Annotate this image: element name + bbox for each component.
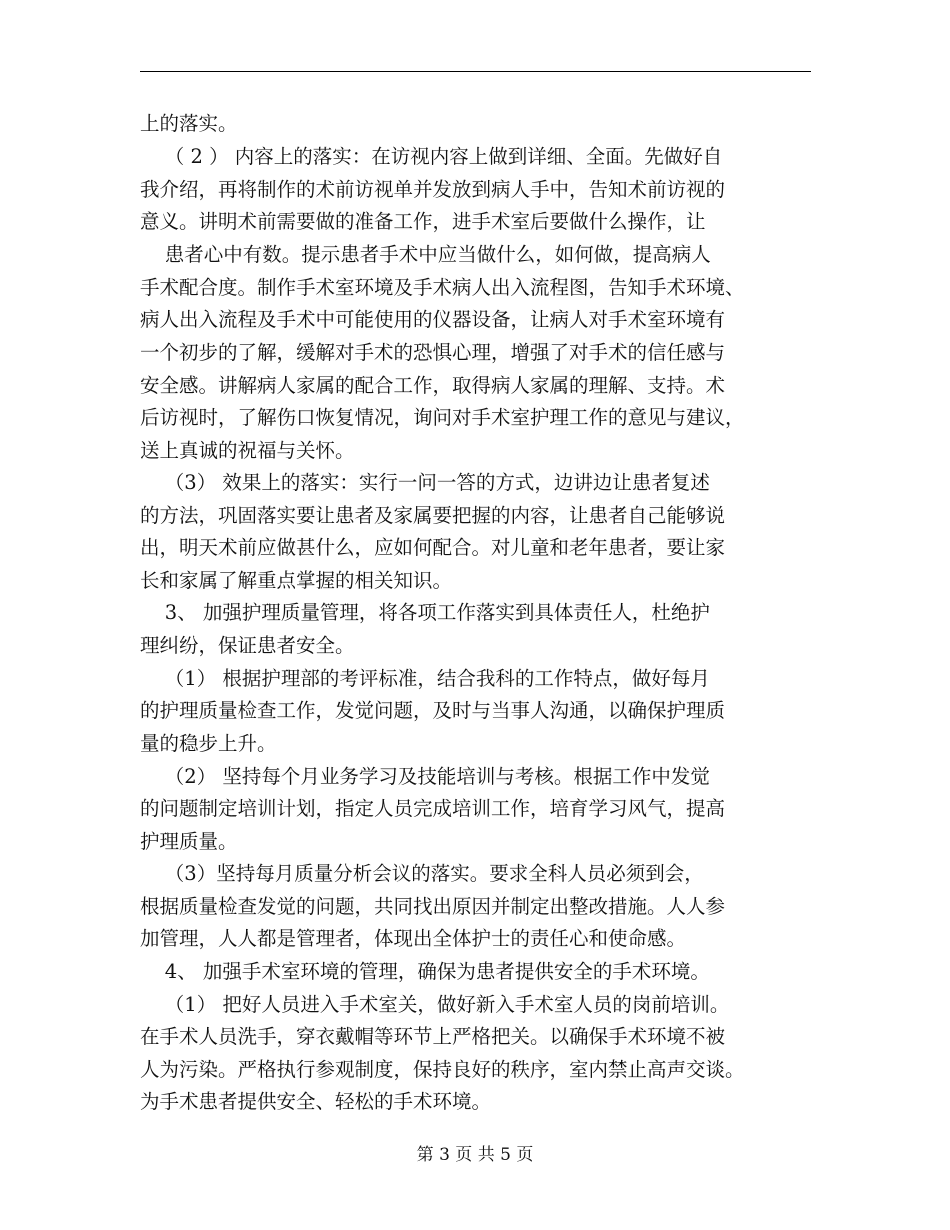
text-line: 后访视时，了解伤口恢复情况，询问对手术室护理工作的意见与建议， (140, 406, 745, 429)
text-line: 意义。讲明术前需要做的准备工作，进手术室后要做什么操作，让 (140, 210, 706, 233)
text-line: 一个初步的了解，缓解对手术的恐惧心理，增强了对手术的信任感与 (140, 341, 726, 364)
text-line: （2） 坚持每个月业务学习及技能培训与考核。根据工作中发觉 (140, 765, 710, 788)
text-line: 人为污染。严格执行参观制度，保持良好的秩序，室内禁止高声交谈。 (140, 1058, 745, 1081)
text-line: 的方法，巩固落实要让患者及家属要把握的内容，让患者自己能够说 (140, 504, 726, 527)
text-line: 4、 加强手术室环境的管理，确保为患者提供安全的手术环境。 (140, 960, 710, 983)
text-line: 在手术人员洗手，穿衣戴帽等环节上严格把关。以确保手术环境不被 (140, 1025, 726, 1048)
text-line: 的问题制定培训计划，指定人员完成培训工作，培育学习风气，提高 (140, 797, 726, 820)
text-line: 量的稳步上升。 (140, 732, 277, 755)
text-line: 送上真诚的祝福与关怀。 (140, 439, 355, 462)
text-line: （3）坚持每月质量分析会议的落实。要求全科人员必须到会， (140, 862, 704, 885)
text-line: 出，明天术前应做甚什么，应如何配合。对儿童和老年患者，要让家 (140, 536, 726, 559)
text-line: 手术配合度。制作手术室环境及手术病人出入流程图，告知手术环境、 (140, 276, 745, 299)
text-line: 为手术患者提供安全、轻松的手术环境。 (140, 1090, 492, 1113)
text-line: 我介绍，再将制作的术前访视单并发放到病人手中，告知术前访视的 (140, 178, 726, 201)
text-line: （3） 效果上的落实：实行一问一答的方式，边讲边让患者复述 (140, 471, 710, 494)
text-line: （1） 根据护理部的考评标准，结合我科的工作特点，做好每月 (140, 667, 710, 690)
text-line: （ 2 ） 内容上的落实：在访视内容上做到详细、全面。先做好自 (140, 145, 723, 168)
text-line: 安全感。讲解病人家属的配合工作，取得病人家属的理解、支持。术 (140, 374, 726, 397)
text-line: 长和家属了解重点掌握的相关知识。 (140, 569, 453, 592)
text-line: 病人出入流程及手术中可能使用的仪器设备，让病人对手术室环境有 (140, 308, 726, 331)
text-line: 护理质量。 (140, 830, 238, 853)
text-line: 上的落实。 (140, 112, 238, 135)
text-line: 3、 加强护理质量管理，将各项工作落实到具体责任人，杜绝护 (140, 601, 710, 624)
text-line: 根据质量检查发觉的问题，共同找出原因并制定出整改措施。人人参 (140, 895, 726, 918)
header-rule (140, 71, 811, 72)
text-line: 患者心中有数。提示患者手术中应当做什么，如何做，提高病人 (140, 243, 711, 266)
text-line: 理纠纷，保证患者安全。 (140, 634, 355, 657)
text-line: 加管理，人人都是管理者，体现出全体护士的责任心和使命感。 (140, 927, 687, 950)
text-line: （1） 把好人员进入手术室关，做好新入手术室人员的岗前培训。 (140, 993, 730, 1016)
text-line: 的护理质量检查工作，发觉问题，及时与当事人沟通，以确保护理质 (140, 699, 726, 722)
page-number-footer: 第 3 页 共 5 页 (416, 1145, 534, 1165)
